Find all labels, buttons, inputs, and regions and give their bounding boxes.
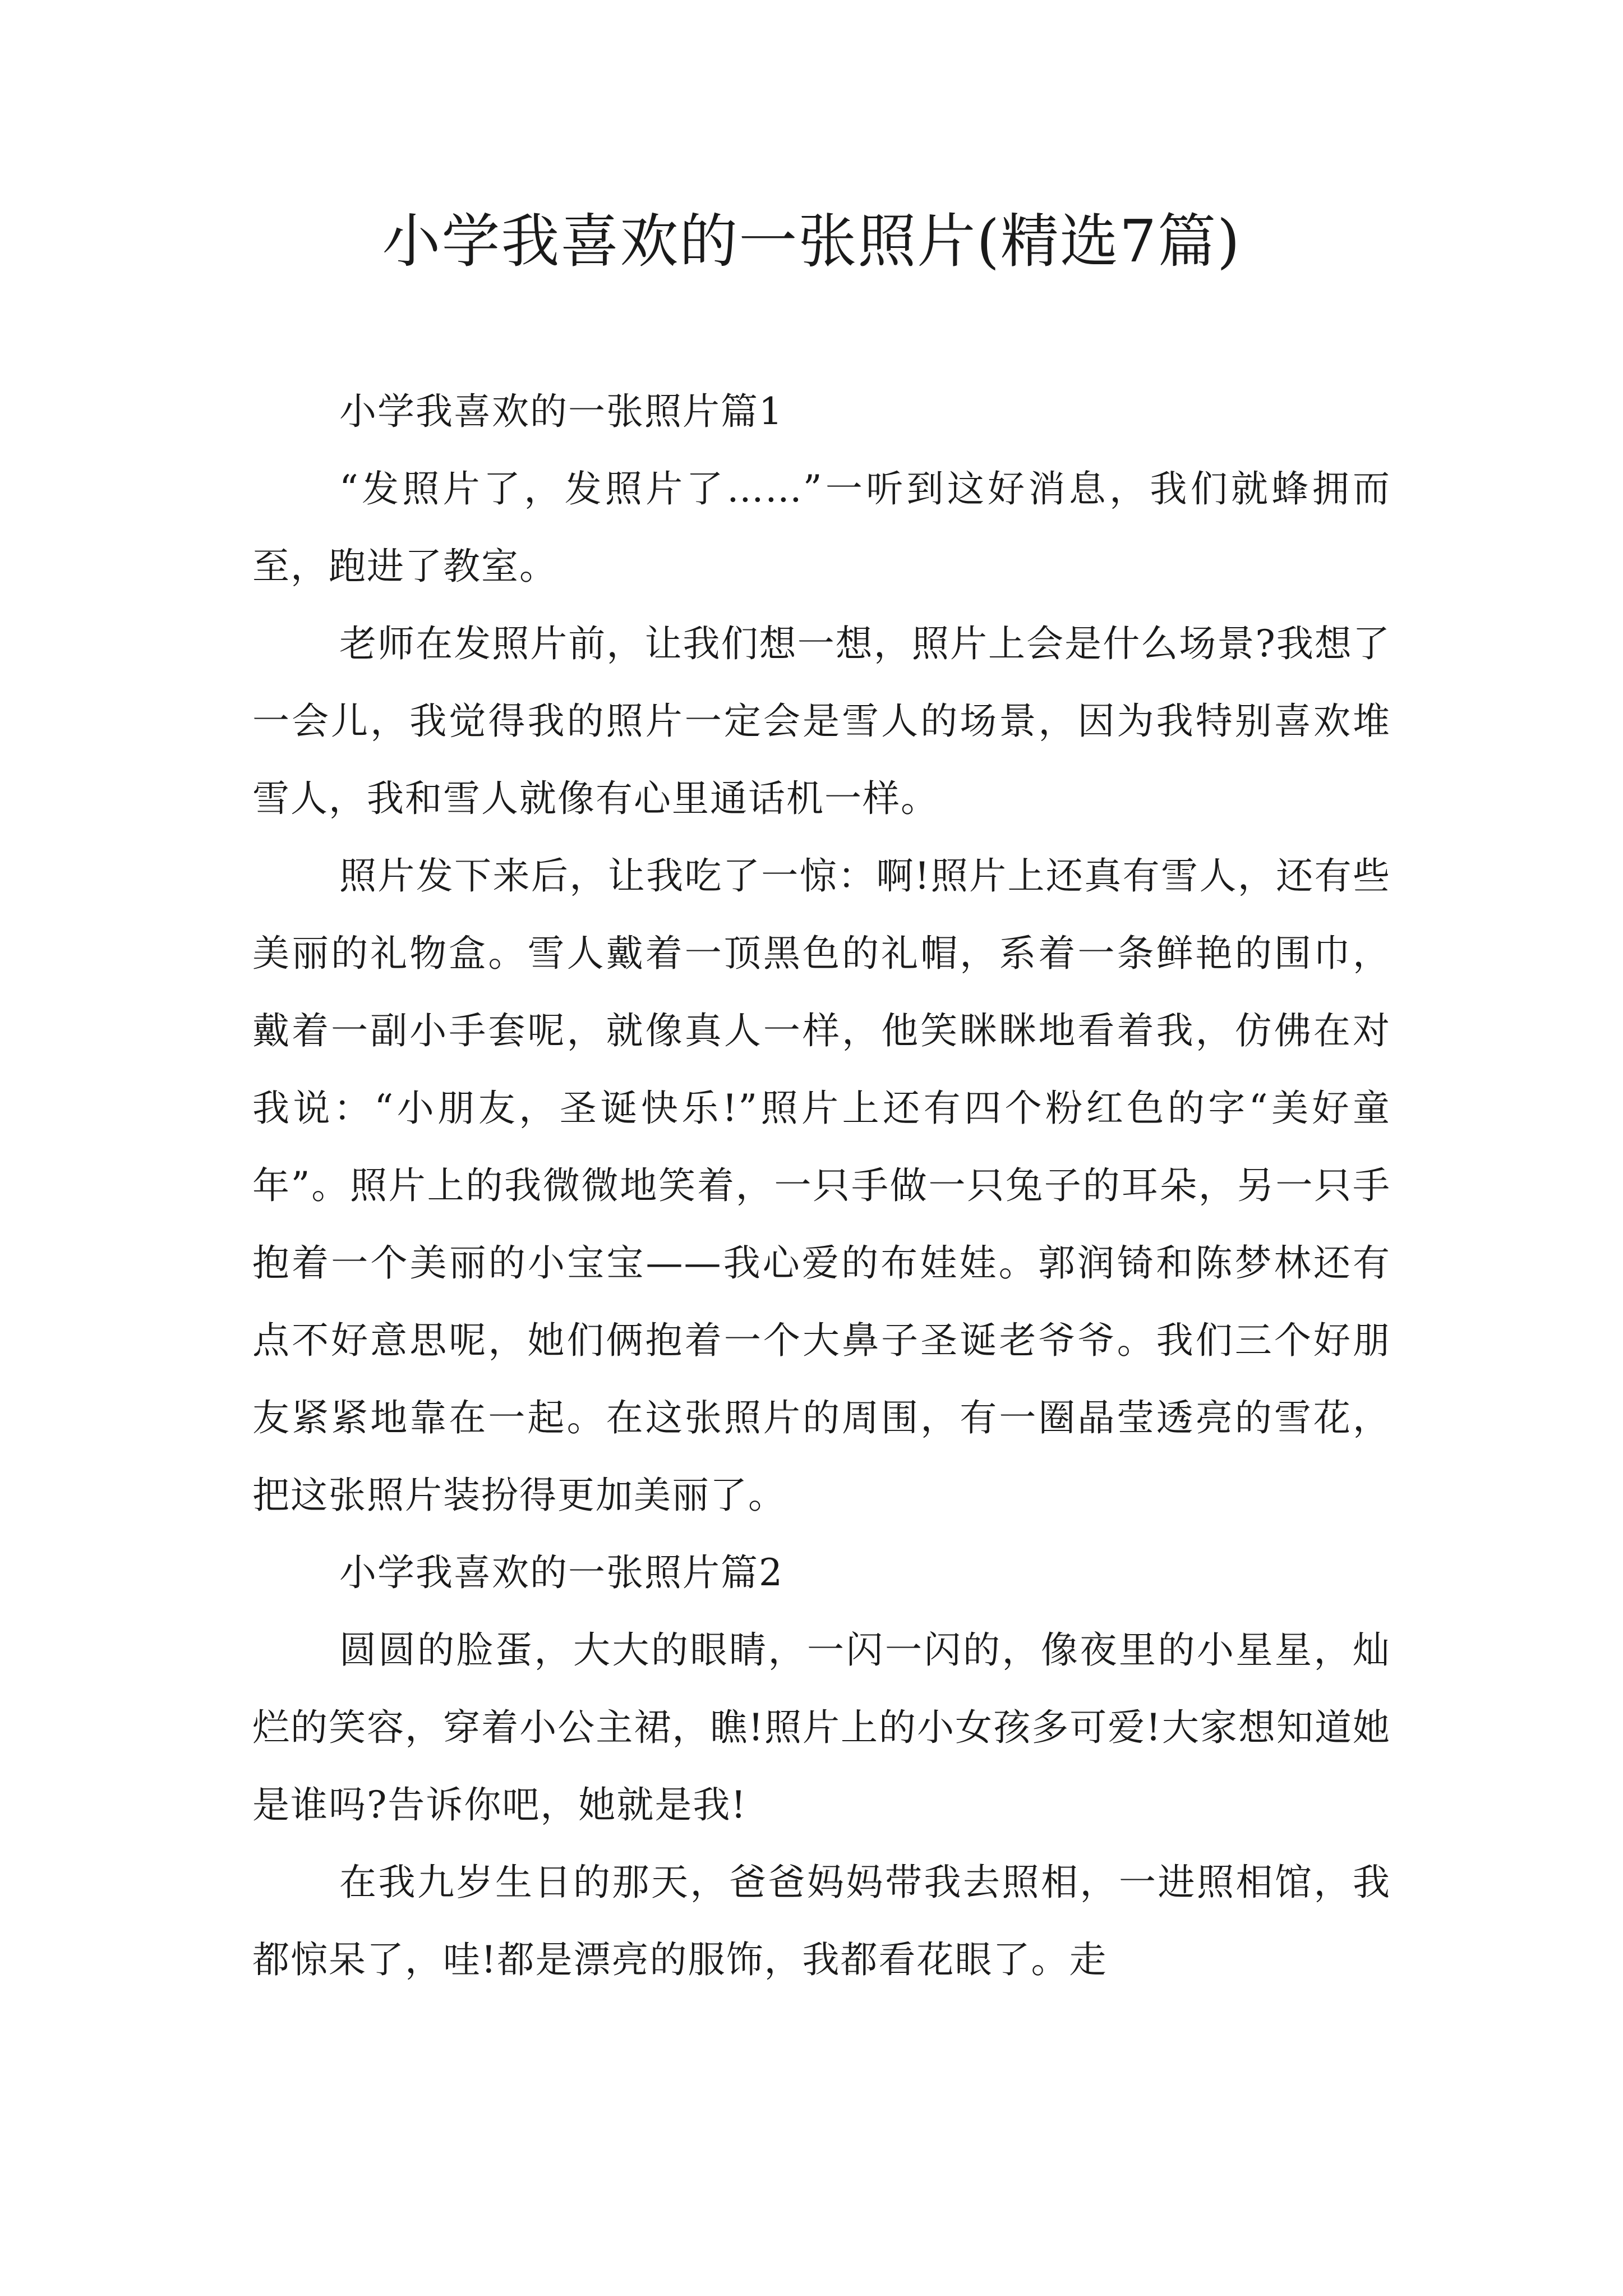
document-body — [252, 373, 1391, 1999]
paragraph: 照片发下来后，让我吃了一惊：啊!照片上还真有雪人，还有些美丽的礼物盒。雪人戴着一顶黑色的礼帽，系着一条鲜艳的围巾，戴着一副小手套呢，就像真人一样，他笑眯眯地看着我，仿佛在对我说：“小朋友，圣诞快乐!”照片上还有四个粉红色的字“美好童年”。照片上的我微微地笑着，一只手做一只兔子的耳朵，另一只手抱着一个美丽的小宝宝——我心爱的布娃娃。郭润锜和陈梦林还有点不好意思呢，她们俩抱着一个大鼻子圣诞老爷爷。我们三个好朋友紧紧地靠在一起。在这张照片的周围，有一圈晶莹透亮的雪花，把这张照片装扮得更加美丽了。 — [252, 854, 1391, 1517]
paragraph: 在我九岁生日的那天，爸爸妈妈带我去照相，一进照相馆，我都惊呆了，哇!都是漂亮的服饰，我都看花眼了。走 — [252, 1861, 1391, 1981]
paragraph: “发照片了，发照片了……”一听到这好消息，我们就蜂拥而至，跑进了教室。 — [252, 467, 1391, 588]
document-title: 小学我喜欢的一张照片(精选7篇) — [382, 207, 1241, 275]
paragraph: 老师在发照片前，让我们想一想，照片上会是什么场景?我想了一会儿，我觉得我的照片一定会是雪人的场景，因为我特别喜欢堆雪人，我和雪人就像有心里通话机一样。 — [252, 622, 1391, 820]
section-heading-1: 小学我喜欢的一张照片篇1 — [339, 390, 783, 433]
section-heading-2: 小学我喜欢的一张照片篇2 — [339, 1551, 783, 1594]
paragraph: 圆圆的脸蛋，大大的眼睛，一闪一闪的，像夜里的小星星，灿烂的笑容，穿着小公主裙，瞧!照片上的小女孩多可爱!大家想知道她是谁吗?告诉你吧，她就是我! — [252, 1628, 1391, 1826]
